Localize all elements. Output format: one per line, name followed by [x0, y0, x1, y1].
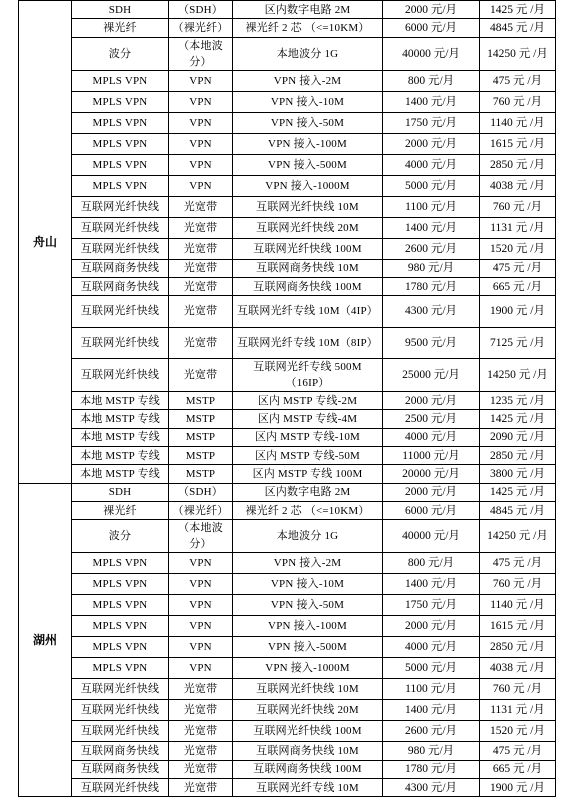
table-row — [19, 217, 556, 238]
discount-price-cell: 1520 元 /月 — [480, 238, 556, 259]
list-price-cell: 1780 元/月 — [383, 277, 480, 295]
service-type-cell: VPN — [169, 133, 233, 154]
service-name-cell: MPLS VPN — [72, 112, 169, 133]
service-name-cell: 本地 MSTP 专线 — [72, 428, 169, 446]
discount-price-cell: 760 元 /月 — [480, 574, 556, 595]
table-row — [19, 259, 556, 277]
price-table-body — [19, 1, 556, 797]
service-type-cell: VPN — [169, 637, 233, 658]
discount-price-cell: 4845 元 /月 — [480, 19, 556, 37]
table-row — [19, 721, 556, 742]
service-type-cell: （裸光纤） — [169, 19, 233, 37]
service-name-cell: MPLS VPN — [72, 658, 169, 679]
product-cell: 互联网光纤快线 100M — [233, 721, 383, 742]
table-row — [19, 327, 556, 359]
service-name-cell: 互联网光纤快线 — [72, 217, 169, 238]
list-price-cell: 11000 元/月 — [383, 447, 480, 465]
list-price-cell: 2000 元/月 — [383, 1, 480, 19]
service-name-cell: 互联网光纤快线 — [72, 327, 169, 359]
service-type-cell: 光宽带 — [169, 778, 233, 796]
service-type-cell: VPN — [169, 175, 233, 196]
table-row — [19, 574, 556, 595]
table-row — [19, 658, 556, 679]
list-price-cell: 1780 元/月 — [383, 760, 480, 778]
product-cell: VPN 接入-2M — [233, 70, 383, 91]
service-name-cell: SDH — [72, 483, 169, 501]
table-row — [19, 19, 556, 37]
discount-price-cell: 2850 元 /月 — [480, 154, 556, 175]
service-name-cell: 互联网商务快线 — [72, 259, 169, 277]
table-row — [19, 760, 556, 778]
product-cell: 本地波分 1G — [233, 520, 383, 553]
discount-price-cell: 1131 元 /月 — [480, 700, 556, 721]
discount-price-cell: 4038 元 /月 — [480, 175, 556, 196]
list-price-cell: 2000 元/月 — [383, 392, 480, 410]
service-name-cell: 裸光纤 — [72, 19, 169, 37]
table-row — [19, 428, 556, 446]
table-row — [19, 637, 556, 658]
table-row — [19, 196, 556, 217]
service-name-cell: 裸光纤 — [72, 501, 169, 519]
product-cell: 互联网商务快线 100M — [233, 760, 383, 778]
price-table — [18, 0, 556, 797]
table-row — [19, 277, 556, 295]
product-cell: VPN 接入-100M — [233, 133, 383, 154]
table-row — [19, 501, 556, 519]
service-name-cell: 波分 — [72, 520, 169, 553]
service-type-cell: 光宽带 — [169, 259, 233, 277]
product-cell: 互联网光纤专线 500M（16IP） — [233, 359, 383, 392]
discount-price-cell: 14250 元 /月 — [480, 359, 556, 392]
service-type-cell: 光宽带 — [169, 721, 233, 742]
product-cell: 互联网光纤快线 20M — [233, 217, 383, 238]
list-price-cell: 20000 元/月 — [383, 465, 480, 483]
product-cell: VPN 接入-10M — [233, 91, 383, 112]
service-type-cell: 光宽带 — [169, 277, 233, 295]
service-type-cell: （SDH） — [169, 483, 233, 501]
table-row — [19, 91, 556, 112]
product-cell: 互联网商务快线 10M — [233, 259, 383, 277]
table-row — [19, 483, 556, 501]
service-type-cell: VPN — [169, 658, 233, 679]
product-cell: 区内数字电路 2M — [233, 1, 383, 19]
service-name-cell: 互联网光纤快线 — [72, 700, 169, 721]
service-name-cell: 本地 MSTP 专线 — [72, 410, 169, 428]
service-name-cell: MPLS VPN — [72, 637, 169, 658]
list-price-cell: 4000 元/月 — [383, 154, 480, 175]
table-row — [19, 595, 556, 616]
list-price-cell: 1750 元/月 — [383, 595, 480, 616]
discount-price-cell: 1235 元 /月 — [480, 392, 556, 410]
service-type-cell: MSTP — [169, 410, 233, 428]
discount-price-cell: 1131 元 /月 — [480, 217, 556, 238]
discount-price-cell: 475 元 /月 — [480, 70, 556, 91]
service-name-cell: 互联网商务快线 — [72, 742, 169, 760]
service-name-cell: 本地 MSTP 专线 — [72, 392, 169, 410]
list-price-cell: 2000 元/月 — [383, 133, 480, 154]
service-type-cell: 光宽带 — [169, 327, 233, 359]
service-type-cell: （本地波分） — [169, 520, 233, 553]
service-type-cell: VPN — [169, 616, 233, 637]
table-row — [19, 553, 556, 574]
discount-price-cell: 14250 元 /月 — [480, 520, 556, 553]
table-row — [19, 410, 556, 428]
product-cell: 区内 MSTP 专线 100M — [233, 465, 383, 483]
discount-price-cell: 475 元 /月 — [480, 553, 556, 574]
list-price-cell: 980 元/月 — [383, 259, 480, 277]
table-row — [19, 37, 556, 70]
product-cell: VPN 接入-1000M — [233, 658, 383, 679]
service-type-cell: 光宽带 — [169, 760, 233, 778]
table-row — [19, 238, 556, 259]
service-name-cell: MPLS VPN — [72, 133, 169, 154]
list-price-cell: 1400 元/月 — [383, 91, 480, 112]
list-price-cell: 40000 元/月 — [383, 520, 480, 553]
table-row — [19, 447, 556, 465]
product-cell: 互联网光纤快线 100M — [233, 238, 383, 259]
table-row — [19, 700, 556, 721]
discount-price-cell: 4845 元 /月 — [480, 501, 556, 519]
list-price-cell: 2500 元/月 — [383, 410, 480, 428]
product-cell: 区内数字电路 2M — [233, 483, 383, 501]
list-price-cell: 2600 元/月 — [383, 238, 480, 259]
service-name-cell: 互联网商务快线 — [72, 760, 169, 778]
service-name-cell: SDH — [72, 1, 169, 19]
table-row — [19, 175, 556, 196]
product-cell: VPN 接入-50M — [233, 595, 383, 616]
service-name-cell: 互联网光纤快线 — [72, 359, 169, 392]
list-price-cell: 4300 元/月 — [383, 778, 480, 796]
discount-price-cell: 1520 元 /月 — [480, 721, 556, 742]
service-type-cell: 光宽带 — [169, 359, 233, 392]
service-type-cell: 光宽带 — [169, 700, 233, 721]
list-price-cell: 6000 元/月 — [383, 19, 480, 37]
product-cell: 互联网光纤快线 20M — [233, 700, 383, 721]
service-name-cell: MPLS VPN — [72, 574, 169, 595]
discount-price-cell: 1425 元 /月 — [480, 1, 556, 19]
table-row — [19, 133, 556, 154]
service-name-cell: 互联网光纤快线 — [72, 721, 169, 742]
product-cell: 互联网光纤专线 10M（4IP） — [233, 296, 383, 328]
service-type-cell: 光宽带 — [169, 238, 233, 259]
list-price-cell: 2600 元/月 — [383, 721, 480, 742]
service-name-cell: MPLS VPN — [72, 595, 169, 616]
table-row — [19, 296, 556, 328]
service-type-cell: 光宽带 — [169, 679, 233, 700]
discount-price-cell: 1615 元 /月 — [480, 616, 556, 637]
service-type-cell: 光宽带 — [169, 217, 233, 238]
service-type-cell: （本地波分） — [169, 37, 233, 70]
product-cell: 区内 MSTP 专线-4M — [233, 410, 383, 428]
product-cell: 互联网商务快线 100M — [233, 277, 383, 295]
product-cell: 裸光纤 2 芯 （<=10KM） — [233, 501, 383, 519]
discount-price-cell: 2850 元 /月 — [480, 637, 556, 658]
service-name-cell: MPLS VPN — [72, 616, 169, 637]
service-name-cell: MPLS VPN — [72, 175, 169, 196]
discount-price-cell: 7125 元 /月 — [480, 327, 556, 359]
product-cell: VPN 接入-1000M — [233, 175, 383, 196]
list-price-cell: 800 元/月 — [383, 553, 480, 574]
service-type-cell: VPN — [169, 574, 233, 595]
table-row — [19, 392, 556, 410]
table-row — [19, 520, 556, 553]
list-price-cell: 4300 元/月 — [383, 296, 480, 328]
list-price-cell: 5000 元/月 — [383, 175, 480, 196]
product-cell: 互联网光纤快线 10M — [233, 679, 383, 700]
discount-price-cell: 1140 元 /月 — [480, 112, 556, 133]
service-type-cell: VPN — [169, 154, 233, 175]
discount-price-cell: 2850 元 /月 — [480, 447, 556, 465]
list-price-cell: 1100 元/月 — [383, 196, 480, 217]
service-type-cell: 光宽带 — [169, 196, 233, 217]
list-price-cell: 1100 元/月 — [383, 679, 480, 700]
discount-price-cell: 1425 元 /月 — [480, 410, 556, 428]
product-cell: VPN 接入-100M — [233, 616, 383, 637]
table-row — [19, 112, 556, 133]
product-cell: VPN 接入-500M — [233, 637, 383, 658]
service-type-cell: MSTP — [169, 447, 233, 465]
discount-price-cell: 14250 元 /月 — [480, 37, 556, 70]
product-cell: VPN 接入-2M — [233, 553, 383, 574]
service-name-cell: 互联网光纤快线 — [72, 296, 169, 328]
list-price-cell: 1400 元/月 — [383, 217, 480, 238]
product-cell: VPN 接入-50M — [233, 112, 383, 133]
discount-price-cell: 1615 元 /月 — [480, 133, 556, 154]
list-price-cell: 5000 元/月 — [383, 658, 480, 679]
table-row — [19, 778, 556, 796]
discount-price-cell: 475 元 /月 — [480, 742, 556, 760]
service-name-cell: 互联网光纤快线 — [72, 238, 169, 259]
service-type-cell: VPN — [169, 595, 233, 616]
discount-price-cell: 2090 元 /月 — [480, 428, 556, 446]
service-type-cell: （SDH） — [169, 1, 233, 19]
service-name-cell: MPLS VPN — [72, 70, 169, 91]
list-price-cell: 1400 元/月 — [383, 574, 480, 595]
product-cell: 裸光纤 2 芯 （<=10KM） — [233, 19, 383, 37]
table-row — [19, 70, 556, 91]
service-name-cell: 本地 MSTP 专线 — [72, 447, 169, 465]
discount-price-cell: 1900 元 /月 — [480, 778, 556, 796]
list-price-cell: 9500 元/月 — [383, 327, 480, 359]
discount-price-cell: 1900 元 /月 — [480, 296, 556, 328]
service-type-cell: MSTP — [169, 428, 233, 446]
discount-price-cell: 1140 元 /月 — [480, 595, 556, 616]
discount-price-cell: 760 元 /月 — [480, 91, 556, 112]
region-cell-huzhou: 湖州 — [19, 483, 72, 796]
list-price-cell: 2000 元/月 — [383, 483, 480, 501]
discount-price-cell: 1425 元 /月 — [480, 483, 556, 501]
discount-price-cell: 665 元 /月 — [480, 760, 556, 778]
service-type-cell: 光宽带 — [169, 296, 233, 328]
product-cell: 区内 MSTP 专线-10M — [233, 428, 383, 446]
service-name-cell: 本地 MSTP 专线 — [72, 465, 169, 483]
service-name-cell: MPLS VPN — [72, 91, 169, 112]
table-row — [19, 679, 556, 700]
service-type-cell: VPN — [169, 553, 233, 574]
table-row — [19, 359, 556, 392]
list-price-cell: 800 元/月 — [383, 70, 480, 91]
region-cell-zhoushan: 舟山 — [19, 1, 72, 484]
service-name-cell: 互联网商务快线 — [72, 277, 169, 295]
table-row — [19, 1, 556, 19]
list-price-cell: 2000 元/月 — [383, 616, 480, 637]
service-name-cell: MPLS VPN — [72, 553, 169, 574]
table-row — [19, 154, 556, 175]
service-type-cell: VPN — [169, 112, 233, 133]
product-cell: 区内 MSTP 专线-50M — [233, 447, 383, 465]
service-type-cell: （裸光纤） — [169, 501, 233, 519]
discount-price-cell: 4038 元 /月 — [480, 658, 556, 679]
list-price-cell: 4000 元/月 — [383, 637, 480, 658]
product-cell: 互联网光纤快线 10M — [233, 196, 383, 217]
table-row — [19, 616, 556, 637]
product-cell: VPN 接入-10M — [233, 574, 383, 595]
service-name-cell: 互联网光纤快线 — [72, 196, 169, 217]
table-row — [19, 465, 556, 483]
product-cell: 互联网光纤专线 10M — [233, 778, 383, 796]
discount-price-cell: 3800 元 /月 — [480, 465, 556, 483]
product-cell: 互联网光纤专线 10M（8IP） — [233, 327, 383, 359]
product-cell: 互联网商务快线 10M — [233, 742, 383, 760]
table-row — [19, 742, 556, 760]
discount-price-cell: 760 元 /月 — [480, 196, 556, 217]
product-cell: 本地波分 1G — [233, 37, 383, 70]
list-price-cell: 1400 元/月 — [383, 700, 480, 721]
service-name-cell: MPLS VPN — [72, 154, 169, 175]
product-cell: VPN 接入-500M — [233, 154, 383, 175]
list-price-cell: 1750 元/月 — [383, 112, 480, 133]
service-type-cell: MSTP — [169, 392, 233, 410]
service-name-cell: 互联网光纤快线 — [72, 679, 169, 700]
list-price-cell: 6000 元/月 — [383, 501, 480, 519]
discount-price-cell: 665 元 /月 — [480, 277, 556, 295]
discount-price-cell: 760 元 /月 — [480, 679, 556, 700]
service-type-cell: VPN — [169, 70, 233, 91]
service-name-cell: 波分 — [72, 37, 169, 70]
discount-price-cell: 475 元 /月 — [480, 259, 556, 277]
service-name-cell: 互联网光纤快线 — [72, 778, 169, 796]
service-type-cell: VPN — [169, 91, 233, 112]
list-price-cell: 4000 元/月 — [383, 428, 480, 446]
list-price-cell: 980 元/月 — [383, 742, 480, 760]
list-price-cell: 25000 元/月 — [383, 359, 480, 392]
service-type-cell: MSTP — [169, 465, 233, 483]
list-price-cell: 40000 元/月 — [383, 37, 480, 70]
product-cell: 区内 MSTP 专线-2M — [233, 392, 383, 410]
service-type-cell: 光宽带 — [169, 742, 233, 760]
